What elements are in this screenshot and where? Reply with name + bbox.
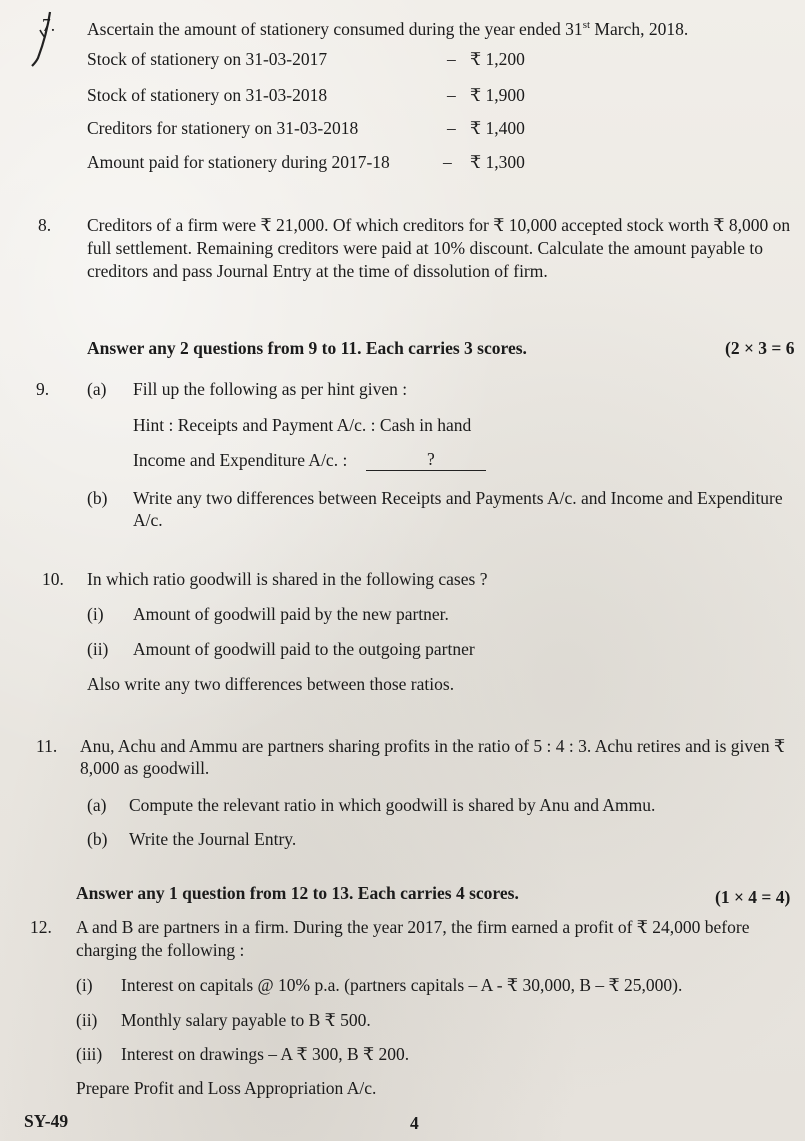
q9-fill-blank-line [366, 470, 486, 471]
q9-hint: Hint : Receipts and Payment A/c. : Cash in hand [133, 415, 472, 435]
q7-question-text: Ascertain the amount of stationery consumed during the year ended 31 [87, 18, 583, 39]
q9-b-label: (b) [87, 488, 108, 508]
q12-number: 12. [30, 917, 52, 937]
q7-row-value: ₹ 1,900 [470, 85, 525, 105]
q12-text: A and B are partners in a firm. During the year 2017, the firm earned a profit of ₹ 24,000 before charging the following : [76, 917, 750, 960]
q12-iii-text: Interest on drawings – A ₹ 300, B ₹ 200. [121, 1044, 410, 1064]
q7-question-sup: st [582, 19, 591, 31]
q7-row-dash: – [443, 152, 452, 172]
q8-text: Creditors of a firm were ₹ 21,000. Of which creditors for ₹ 10,000 accepted stock worth ₹ 8,000 on full settlement. Remaining creditors were paid at 10% discount. Calculate the amount payable to creditors and pass Journal Entry at the time of dissolution of firm. [87, 215, 791, 281]
q7-row-value: ₹ 1,400 [470, 118, 525, 138]
footer-code: SY-49 [24, 1111, 69, 1131]
q7-number: 7. [42, 15, 56, 35]
section-c-heading: Answer any 1 question from 12 to 13. Each carries 4 scores. [76, 883, 519, 903]
q7-question [87, 14, 688, 40]
q10-i-text: Amount of goodwill paid by the new partner. [133, 604, 449, 624]
q7-row-value: ₹ 1,300 [470, 152, 525, 172]
q10-ii-label: (ii) [87, 639, 109, 659]
q9-fill-blank: ? [427, 449, 435, 469]
q9-a-text: Fill up the following as per hint given : [133, 379, 408, 399]
q7-row-value: ₹ 1,200 [470, 49, 525, 69]
q10-ii-text: Amount of goodwill paid to the outgoing partner [133, 639, 475, 659]
q9-fill-label: Income and Expenditure A/c. : [133, 450, 348, 470]
q12-iii-label: (iii) [76, 1044, 103, 1064]
q7-row-label: Amount paid for stationery during 2017-18 [87, 152, 390, 172]
q7-row-dash: – [447, 85, 456, 105]
section-b-heading: Answer any 2 questions from 9 to 11. Each carries 3 scores. [87, 338, 527, 358]
q11-b-label: (b) [87, 829, 108, 849]
q10-also-text: Also write any two differences between those ratios. [87, 674, 455, 694]
q10-number: 10. [42, 569, 64, 589]
q12-ii-label: (ii) [76, 1010, 98, 1030]
q7-row-label: Stock of stationery on 31-03-2017 [87, 49, 328, 69]
q11-a-label: (a) [87, 795, 107, 815]
q12-i-label: (i) [76, 975, 93, 995]
footer-page-number: 4 [410, 1113, 419, 1133]
q7-row-label: Stock of stationery on 31-03-2018 [87, 85, 328, 105]
q9-number: 9. [36, 379, 50, 399]
q9-b-text: Write any two differences between Receipts and Payments A/c. and Income and Expenditure A/c. [133, 488, 783, 530]
section-c-marks: (1 × 4 = 4) [715, 887, 791, 907]
q12-i-text: Interest on capitals @ 10% p.a. (partners capitals – A - ₹ 30,000, B – ₹ 25,000). [121, 975, 683, 995]
q7-question-end: March, 2018. [590, 18, 689, 39]
q11-b-text: Write the Journal Entry. [129, 829, 297, 849]
q11-number: 11. [36, 736, 58, 756]
q10-i-label: (i) [87, 604, 104, 624]
q11-a-text: Compute the relevant ratio in which goodwill is shared by Anu and Ammu. [129, 795, 656, 815]
q9-a-label: (a) [87, 379, 107, 399]
q10-text: In which ratio goodwill is shared in the following cases ? [87, 569, 488, 589]
section-b-marks: (2 × 3 = 6 [725, 338, 795, 358]
q12-ii-text: Monthly salary payable to B ₹ 500. [121, 1010, 371, 1030]
q8-number: 8. [38, 215, 52, 235]
q11-text: Anu, Achu and Ammu are partners sharing profits in the ratio of 5 : 4 : 3. Achu retires and is given ₹ 8,000 as goodwill. [80, 736, 786, 778]
q12-prepare-text: Prepare Profit and Loss Appropriation A/c. [76, 1078, 377, 1098]
q7-row-dash: – [447, 49, 456, 69]
q7-row-label: Creditors for stationery on 31-03-2018 [87, 118, 359, 138]
q7-row-dash: – [447, 118, 456, 138]
